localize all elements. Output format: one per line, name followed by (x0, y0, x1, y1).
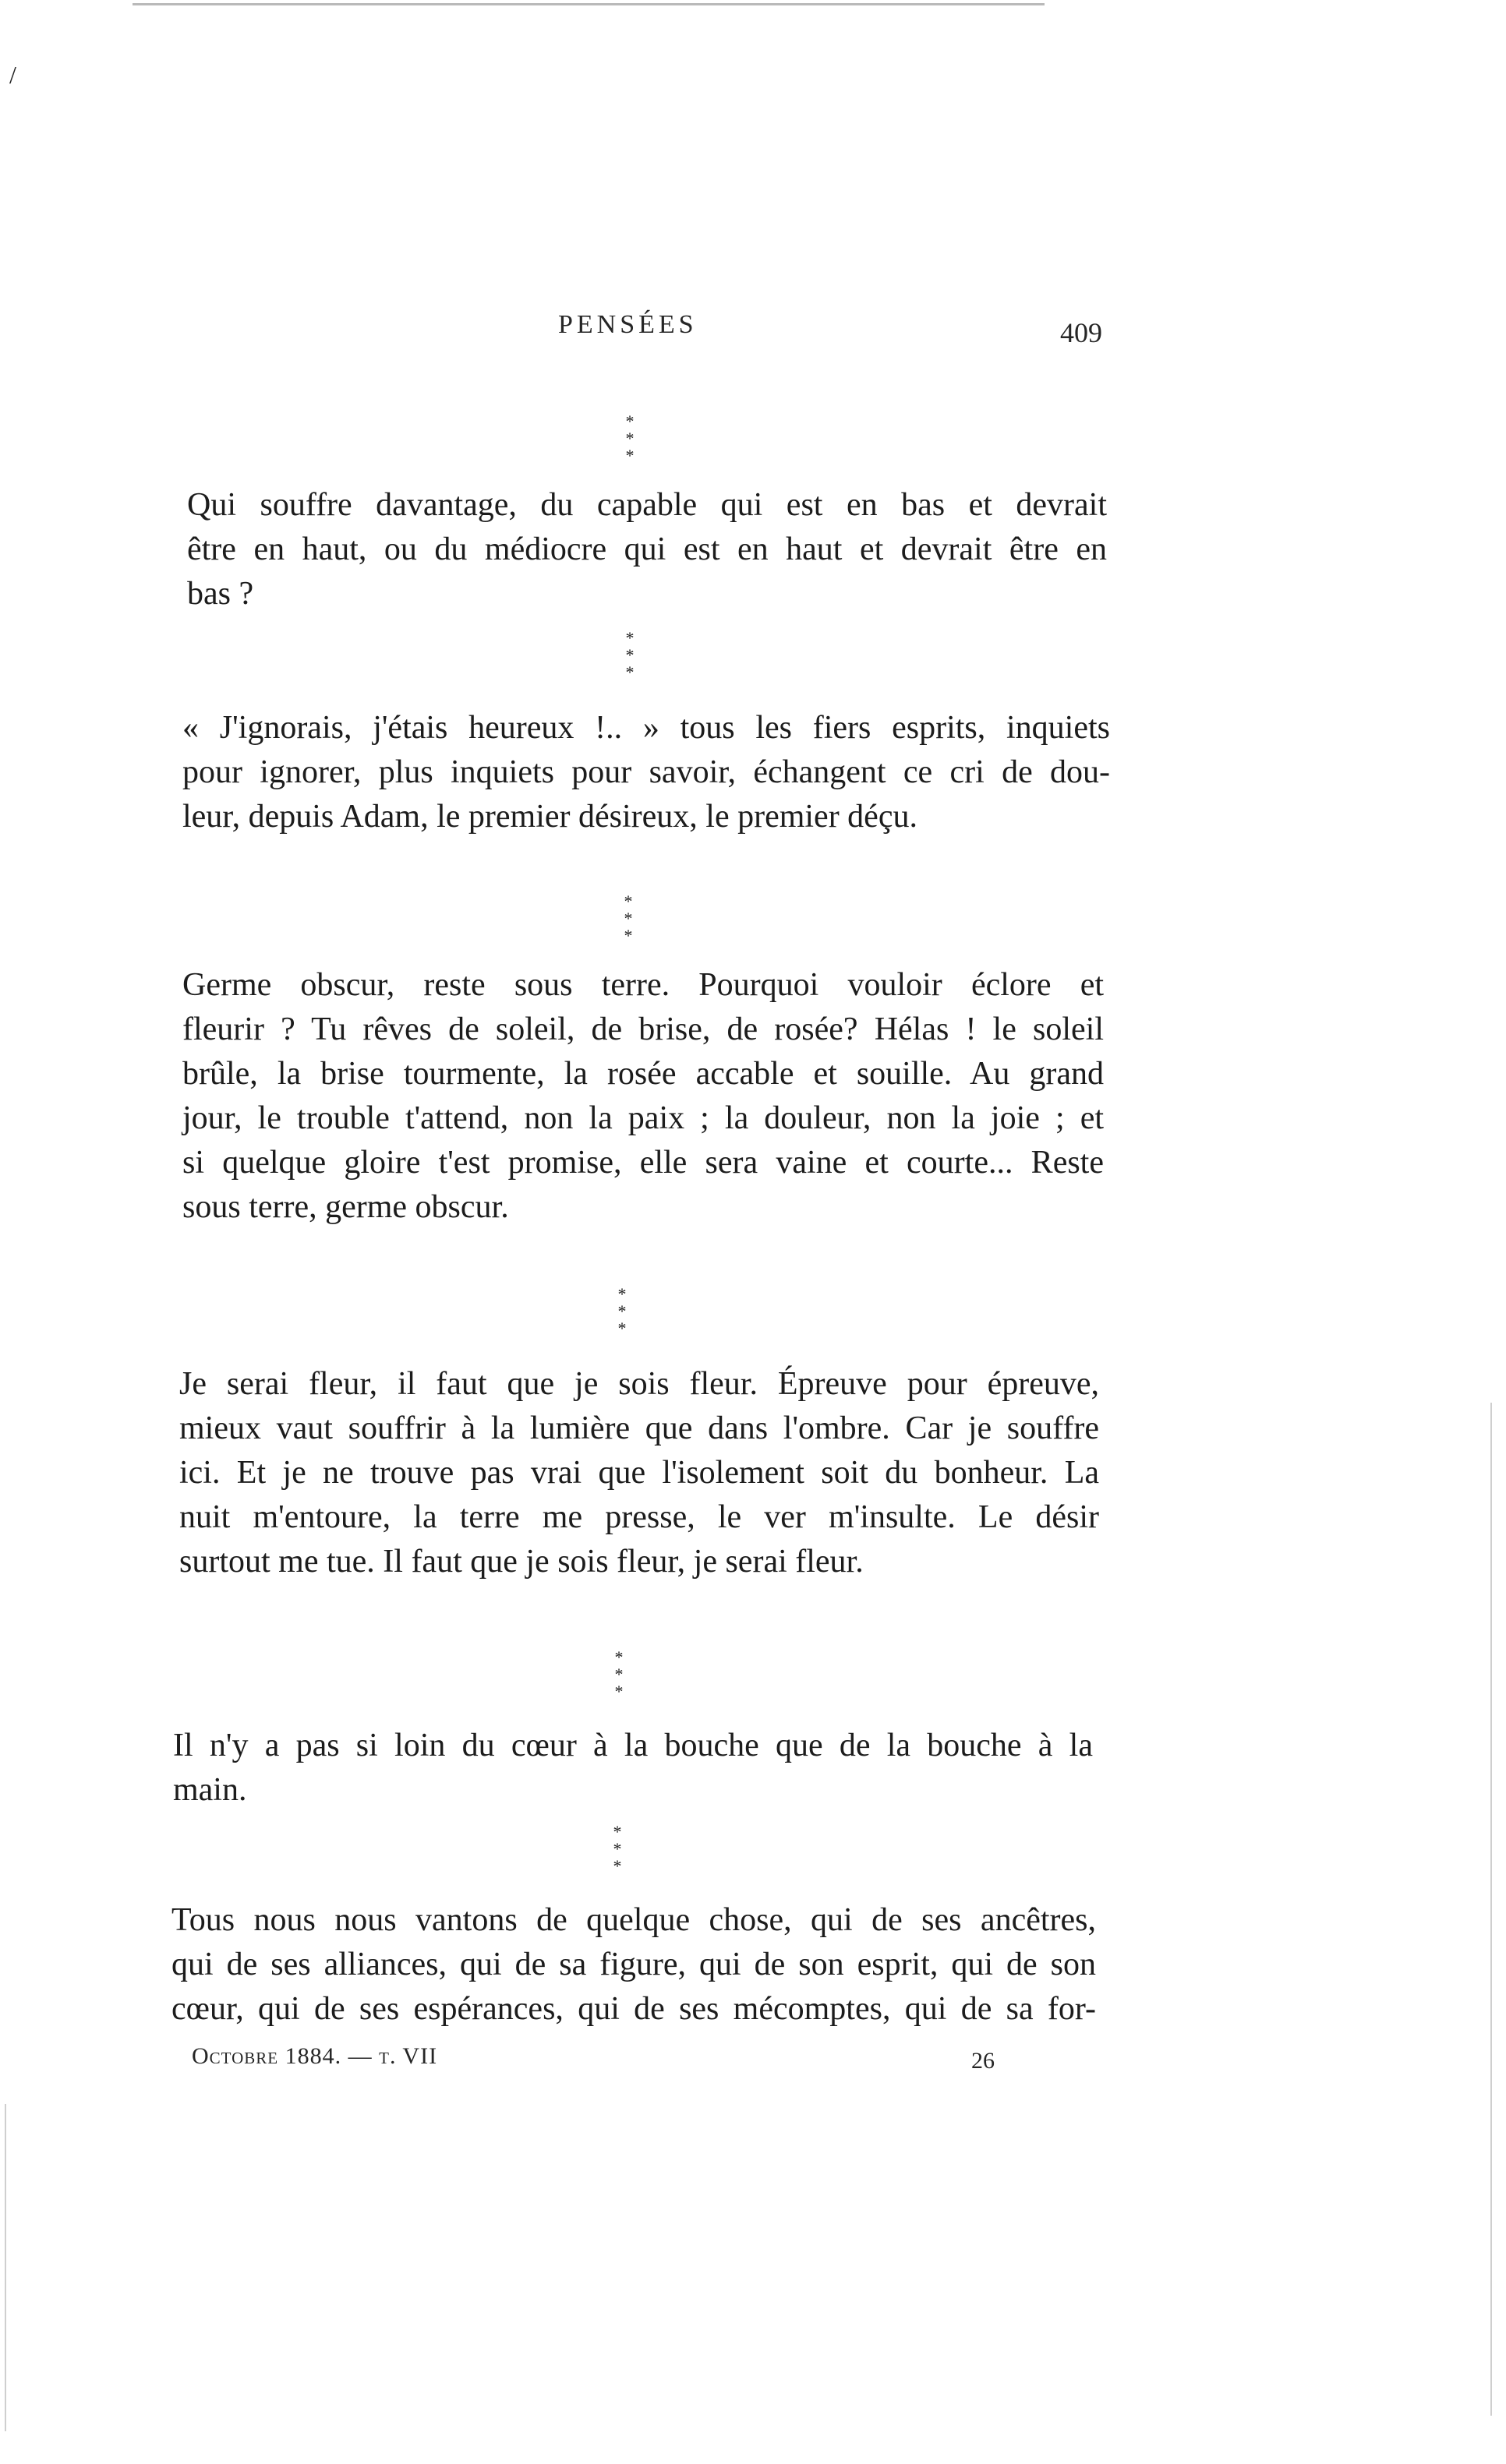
text-line: si quelque gloire t'est promise, elle sera vaine et courte... Reste (182, 1145, 1104, 1181)
text-line: leur, depuis Adam, le premier désireux, le premier déçu. (182, 799, 917, 835)
text-line: mieux vaut souffrir à la lumière que dans l'ombre. Car je souffre (179, 1410, 1099, 1446)
text-line: nuit m'entoure, la terre me presse, le ver m'insulte. Le désir (179, 1499, 1099, 1535)
text-line: cœur, qui de ses espérances, qui de ses mécomptes, qui de sa for- (171, 1991, 1096, 2027)
text-line: main. (173, 1772, 247, 1808)
text-line: Je serai fleur, il faut que je sois fleur. Épreuve pour épreuve, (179, 1366, 1099, 1402)
signature-mark: 26 (971, 2048, 995, 2074)
paragraph-1 (187, 483, 1107, 616)
right-edge-shadow (1490, 1403, 1492, 2416)
asterism-separator: * * * (613, 1822, 633, 1876)
text-line: « J'ignorais, j'étais heureux !.. » tous les fiers esprits, inquiets (182, 710, 1110, 746)
text-line: fleurir ? Tu rêves de soleil, de brise, de rosée? Hélas ! le soleil (182, 1011, 1104, 1047)
paragraph-3 (182, 963, 1104, 1230)
stray-ink-mark: / (9, 61, 16, 89)
text-line: sous terre, germe obscur. (182, 1189, 509, 1225)
paragraph-5 (173, 1724, 1093, 1813)
text-line: surtout me tue. Il faut que je sois fleur, je serai fleur. (179, 1544, 864, 1580)
paragraph-6 (171, 1898, 1096, 2032)
paragraph-4 (179, 1362, 1099, 1584)
page-number: 409 (1060, 317, 1102, 348)
text-line: Il n'y a pas si loin du cœur à la bouche que de la bouche à la (173, 1728, 1093, 1763)
text-line: jour, le trouble t'attend, non la paix ; la douleur, non la joie ; et (182, 1100, 1104, 1136)
running-header (0, 310, 1506, 348)
asterism-separator: * * * (625, 628, 645, 682)
page-footer (192, 2043, 1049, 2077)
text-line: Germe obscur, reste sous terre. Pourquoi vouloir éclore et (182, 967, 1104, 1003)
asterism-separator: * * * (624, 891, 644, 945)
asterism-separator: * * * (617, 1284, 638, 1338)
text-line: qui de ses alliances, qui de sa figure, qui de son esprit, qui de son (171, 1947, 1096, 1982)
running-title: PENSÉES (558, 310, 698, 339)
issue-date: Octobre 1884. — t. VII (192, 2043, 438, 2069)
text-line: être en haut, ou du médiocre qui est en haut et devrait être en (187, 531, 1107, 567)
text-line: bas ? (187, 576, 254, 612)
left-edge-shadow (5, 2104, 6, 2431)
text-line: ici. Et je ne trouve pas vrai que l'isolement soit du bonheur. La (179, 1455, 1099, 1491)
asterism-separator: * * * (625, 411, 645, 465)
text-line: Qui souffre davantage, du capable qui est en bas et devrait (187, 487, 1107, 523)
text-line: Tous nous nous vantons de quelque chose, qui de ses ancêtres, (171, 1902, 1096, 1938)
paragraph-2 (182, 706, 1110, 839)
text-line: brûle, la brise tourmente, la rosée accable et souille. Au grand (182, 1056, 1104, 1092)
text-line: pour ignorer, plus inquiets pour savoir, échangent ce cri de dou- (182, 754, 1110, 790)
top-edge-rule (133, 3, 1045, 5)
asterism-separator: * * * (614, 1647, 635, 1701)
